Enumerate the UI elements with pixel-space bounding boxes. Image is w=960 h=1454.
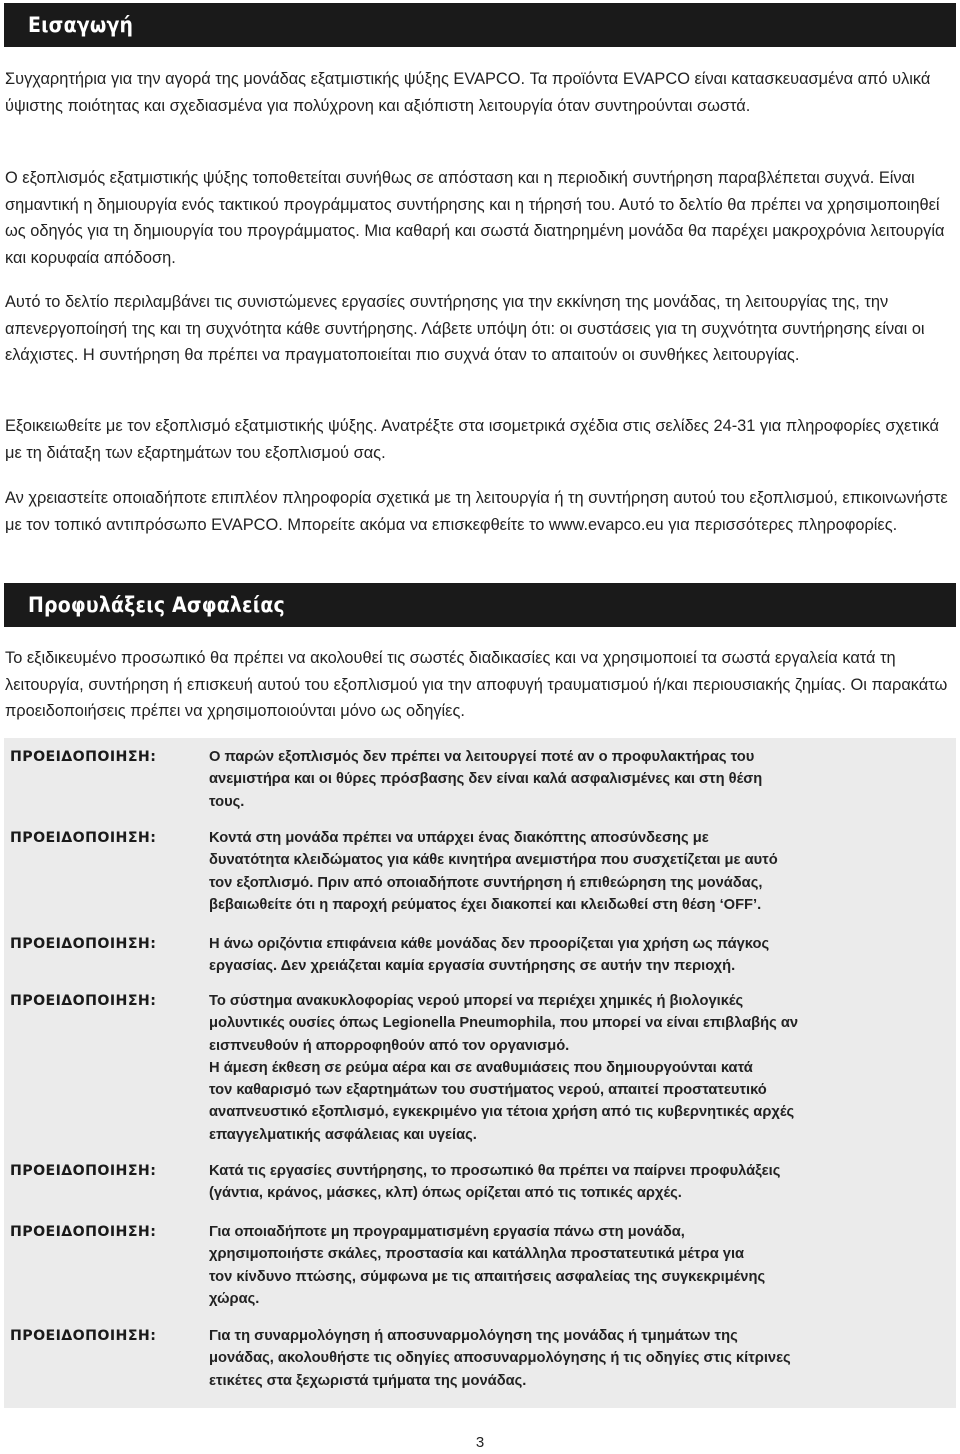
warning-label: ΠΡΟΕΙΔΟΠΟΙΗΣΗ: <box>10 993 157 1009</box>
warning-text: Κατά τις εργασίες συντήρησης, το προσωπικό θα πρέπει να παίρνει προφυλάξεις (γάντια, κράνος, μάσκες, κλπ) όπως ορίζεται από τις τοπικές αρχές. <box>209 1163 781 1202</box>
warning-item <box>4 827 956 916</box>
warning-item <box>4 1325 956 1392</box>
warning-label: ΠΡΟΕΙΔΟΠΟΙΗΣΗ: <box>10 1328 157 1344</box>
warning-label: ΠΡΟΕΙΔΟΠΟΙΗΣΗ: <box>10 1224 157 1240</box>
intro-paragraph: Συγχαρητήρια για την αγορά της μονάδας εξατμιστικής ψύξης EVAPCO. Τα προϊόντα EVAPCO είναι κατασκευασμένα από υλικά ύψιστης ποιότητας και σχεδιασμένα για πολύχρονη και αξιόπιστη λειτουργία όταν συντηρούνται σωστά. <box>5 70 931 115</box>
page-number: 3 <box>475 1434 485 1451</box>
section-heading-safety-precautions: Προφυλάξεις Ασφαλείας <box>4 583 956 627</box>
warning-item <box>4 1160 956 1205</box>
warning-item <box>4 933 956 978</box>
intro-paragraph: Ο εξοπλισμός εξατμιστικής ψύξης τοποθετείται συνήθως σε απόσταση και η περιοδική συντήρηση παραβλέπεται συχνά. Είναι σημαντική η δημιουργία ενός τακτικού προγράμματος συντήρησης και η τήρησή του. Αυτό το δελτίο θα πρέπει να χρησιμοποιηθεί ως οδηγός για τη δημιουργία του προγράμματος. Μια καθαρή και σωστά διατηρημένη μονάδα θα παρέχει μακροχρόνια λειτουργία και κορυφαία απόδοση. <box>5 169 945 267</box>
section-heading-introduction: Εισαγωγή <box>4 3 956 47</box>
warning-label: ΠΡΟΕΙΔΟΠΟΙΗΣΗ: <box>10 1163 157 1179</box>
warning-text: Ο παρών εξοπλισμός δεν πρέπει να λειτουργεί ποτέ αν ο προφυλακτήρας του ανεμιστήρα και οι θύρες πρόσβασης δεν είναι καλά ασφαλισμένες και στη θέση τους. <box>209 749 763 810</box>
warning-item <box>4 1221 956 1310</box>
warning-text: Κοντά στη μονάδα πρέπει να υπάρχει ένας διακόπτης αποσύνδεσης με δυνατότητα κλειδώματος για κάθε κινητήρα ανεμιστήρα που συσχετίζεται με αυτό τον εξοπλισμό. Πριν από οποιαδήποτε συντήρηση ή επιθεώρηση της μονάδας, βεβαιωθείτε ότι η παροχή ρεύματος έχει διακοπεί και κλειδωθεί στη θέση ‘OFF’. <box>209 830 778 913</box>
warning-text: Για οποιαδήποτε μη προγραμματισμένη εργασία πάνω στη μονάδα, χρησιμοποιήστε σκάλες, προστασία και κατάλληλα προστατευτικά μέτρα για τον κίνδυνο πτώσης, σύμφωνα με τις απαιτήσεις ασφαλείας της συγκεκριμένης χώρας. <box>209 1224 766 1307</box>
intro-paragraph: Αυτό το δελτίο περιλαμβάνει τις συνιστώμενες εργασίες συντήρησης για την εκκίνηση της μονάδας, τη λειτουργίας της, την απενεργοποίησή της και τη συχνότητα κάθε συντήρησης. Λάβετε υπόψη ότι: οι συστάσεις για τη συχνότητα συντήρησης είναι οι ελάχιστες. Η συντήρηση θα πρέπει να πραγματοποιείται πιο συχνά όταν το απαιτούν οι συνθήκες λειτουργίας. <box>5 293 925 365</box>
warning-label: ΠΡΟΕΙΔΟΠΟΙΗΣΗ: <box>10 830 157 846</box>
warning-label: ΠΡΟΕΙΔΟΠΟΙΗΣΗ: <box>10 749 157 765</box>
warning-item <box>4 746 956 813</box>
safety-intro-paragraph: Το εξιδικευμένο προσωπικό θα πρέπει να ακολουθεί τις σωστές διαδικασίες και να χρησιμοποιεί τα σωστά εργαλεία κατά τη λειτουργία, συντήρηση ή επισκευή αυτού του εξοπλισμού για την αποφυγή τραυματισμού ή/και περιουσιακής ζημίας. Οι παρακάτω προειδοποιήσεις πρέπει να χρησιμοποιούνται μόνο ως οδηγίες. <box>5 649 948 721</box>
warning-text: Η άνω οριζόντια επιφάνεια κάθε μονάδας δεν προορίζεται για χρήση ως πάγκος εργασίας. Δεν χρειάζεται καμία εργασία συντήρησης σε αυτήν την περιοχή. <box>209 936 770 975</box>
warning-label: ΠΡΟΕΙΔΟΠΟΙΗΣΗ: <box>10 936 157 952</box>
warning-text: Για τη συναρμολόγηση ή αποσυναρμολόγηση της μονάδας ή τμημάτων της μονάδας, ακολουθήστε τις οδηγίες αποσυναρμολόγησης ή τις οδηγίες στις κίτρινες ετικέτες στα ξεχωριστά τμήματα της μονάδας. <box>209 1328 791 1389</box>
warning-item <box>4 990 956 1146</box>
warning-text: Το σύστημα ανακυκλοφορίας νερού μπορεί να περιέχει χημικές ή βιολογικές μολυντικές ουσίες όπως Legionella Pneumophila, που μπορεί να είναι επιβλαβής αν εισπνευθούν ή απορροφηθούν από τον οργανισμό. Η άμεση έκθεση σε ρεύμα αέρα και σε αναθυμιάσεις που δημιουργούνται κατά τον καθαρισμό των εξαρτημάτων του συστήματος νερού, απαιτεί προστατευτικό αναπνευστικό εξοπλισμό, εγκεκριμένο για τέτοια χρήση από τις κυβερνητικές αρχές επαγγελματικής ασφάλειας και υγείας. <box>209 993 799 1143</box>
intro-paragraph: Αν χρειαστείτε οποιαδήποτε επιπλέον πληροφορία σχετικά με τη λειτουργία ή τη συντήρηση αυτού του εξοπλισμού, επικοινωνήστε με τον τοπικό αντιπρόσωπο EVAPCO. Μπορείτε ακόμα να επισκεφθείτε το www.evapco.eu για περισσότερες πληροφορίες. <box>5 489 948 534</box>
intro-paragraph: Εξοικειωθείτε με τον εξοπλισμό εξατμιστικής ψύξης. Ανατρέξτε στα ισομετρικά σχέδια στις σελίδες 24-31 για πληροφορίες σχετικά με τη διάταξη των εξαρτημάτων του εξοπλισμού σας. <box>5 417 939 462</box>
